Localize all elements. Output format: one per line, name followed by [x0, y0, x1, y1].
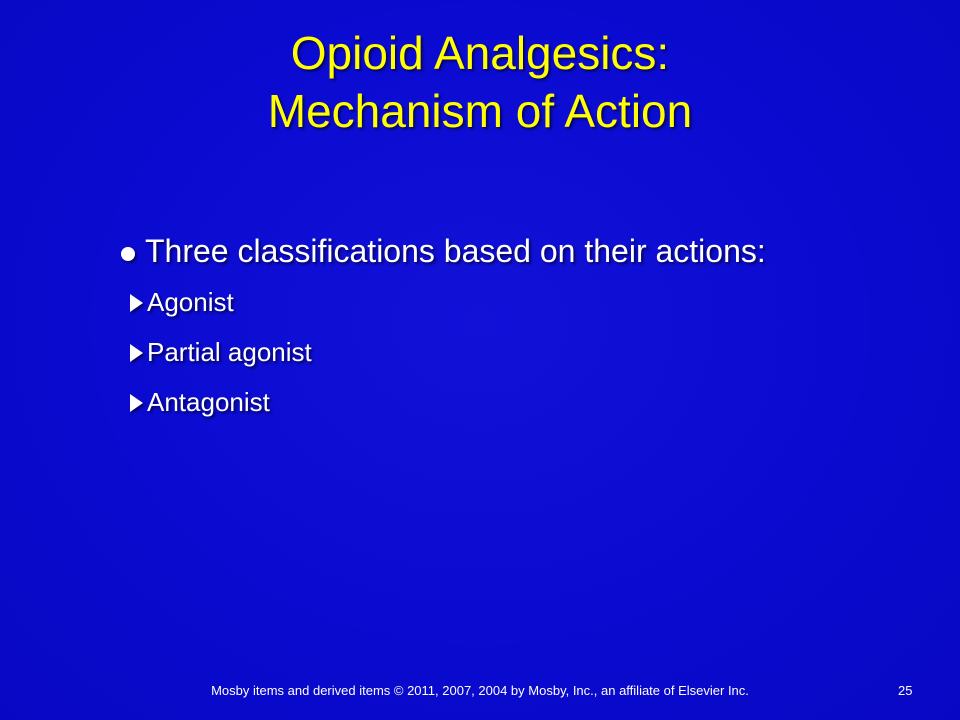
circle-bullet-icon: [121, 247, 135, 261]
sub-bullet-text: Antagonist: [147, 387, 270, 417]
bullet-list: [116, 226, 916, 426]
arrow-bullet-icon: [130, 344, 143, 362]
sub-bullet-list: [116, 278, 916, 426]
bullet-text: Three classifications based on their actions:: [145, 233, 766, 269]
page-number: 25: [898, 683, 913, 698]
sub-bullet-text: Partial agonist: [147, 337, 312, 367]
sub-bullet-item: [116, 378, 916, 426]
title-line-1: Opioid Analgesics:: [290, 27, 670, 79]
sub-bullet-item: [116, 278, 916, 326]
arrow-bullet-icon: [130, 294, 143, 312]
sub-bullet-item: [116, 328, 916, 376]
slide-title: [0, 24, 960, 140]
sub-bullet-text: Agonist: [147, 287, 234, 317]
title-line-2: Mechanism of Action: [267, 85, 693, 137]
arrow-bullet-icon: [130, 394, 143, 412]
bullet-item: [116, 226, 916, 276]
copyright-footer: Mosby items and derived items © 2011, 2007, 2004 by Mosby, Inc., an affiliate of Elsevier Inc.: [211, 683, 749, 698]
